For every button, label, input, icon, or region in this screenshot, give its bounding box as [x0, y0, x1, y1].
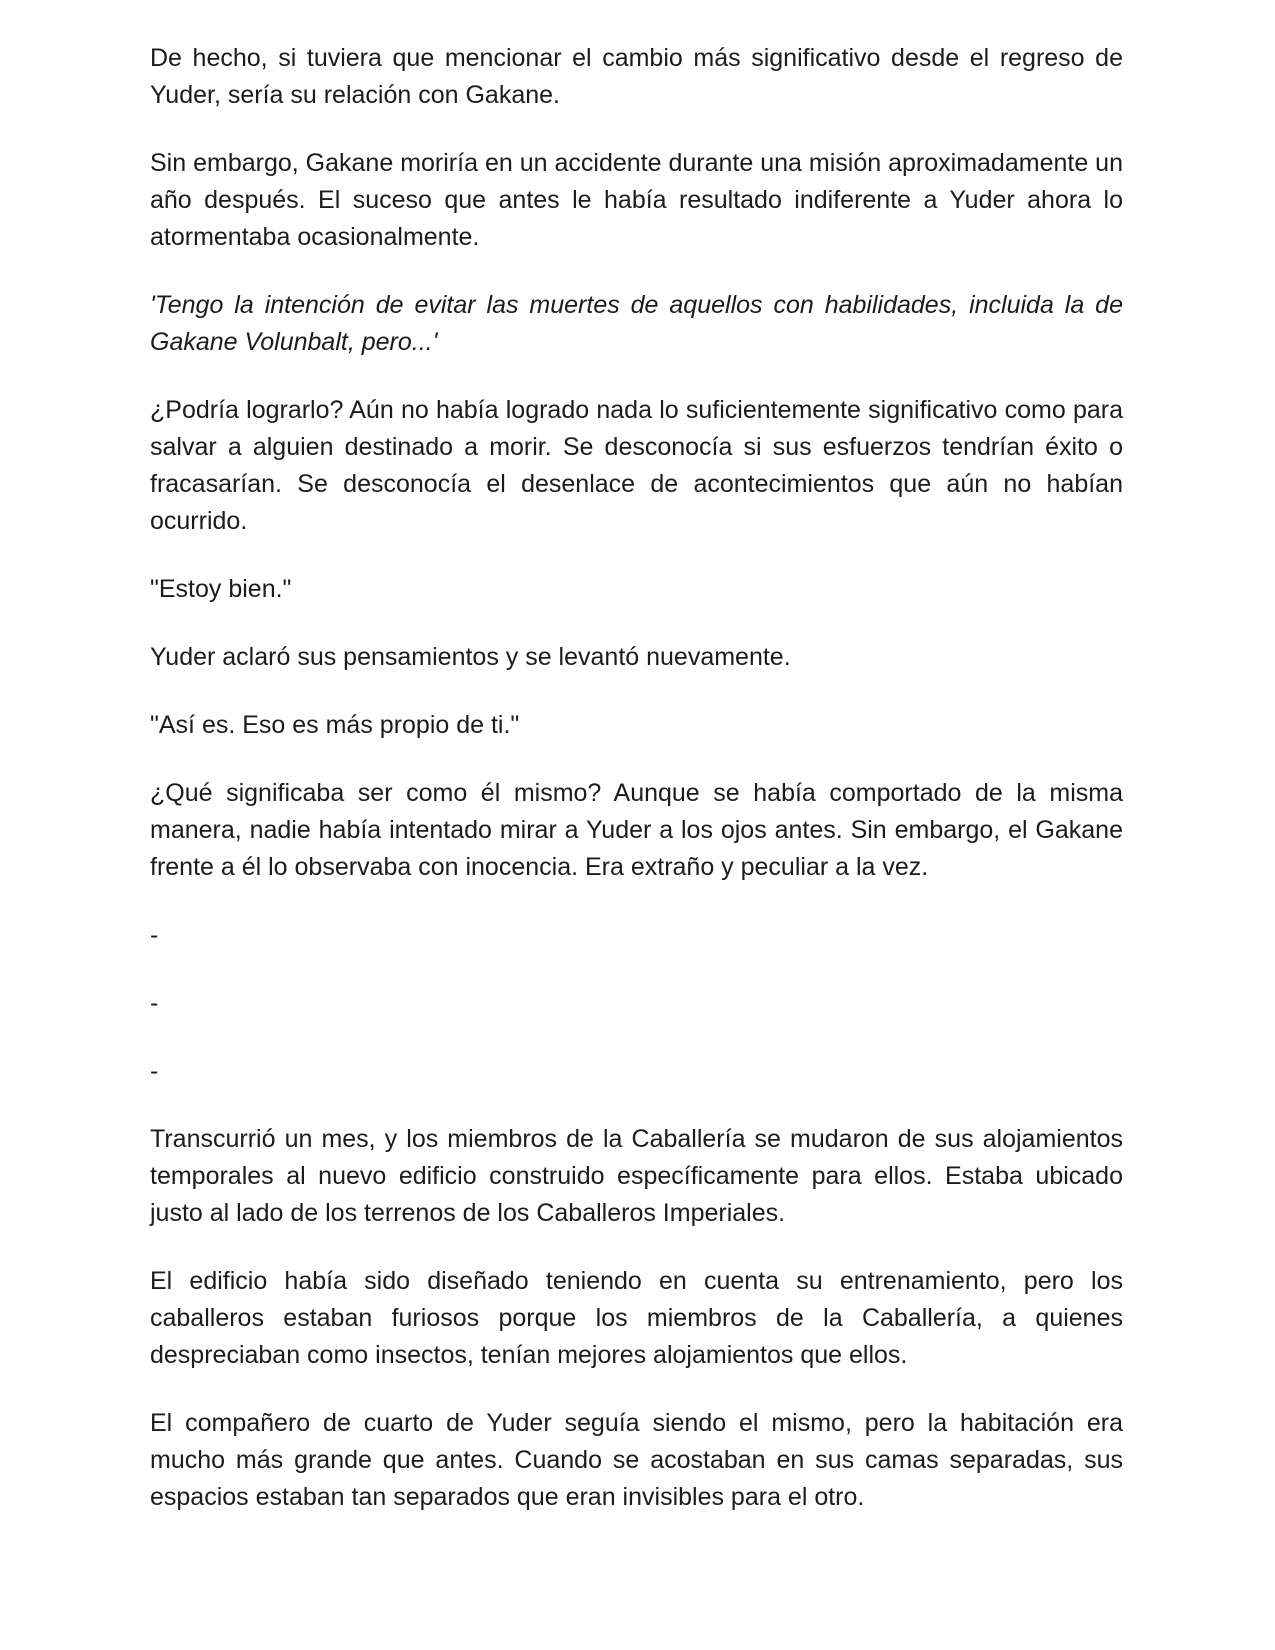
- paragraph: De hecho, si tuviera que mencionar el cambio más significativo desde el regreso de Yuder, sería su relación con Gakane.: [150, 44, 1123, 109]
- paragraph: El edificio había sido diseñado teniendo en cuenta su entrenamiento, pero los caballeros estaban furiosos porque los miembros de la Caballería, a quienes despreciaban como insectos, tenían mejores alojamientos que ellos.: [150, 1267, 1123, 1369]
- dialogue-paragraph: "Estoy bien.": [150, 575, 292, 603]
- paragraph: Transcurrió un mes, y los miembros de la Caballería se mudaron de sus alojamientos temporales al nuevo edificio construido específicamente para ellos. Estaba ubicado justo al lado de los terrenos de los Caballeros Imperiales.: [150, 1125, 1123, 1227]
- paragraph: Sin embargo, Gakane moriría en un accidente durante una misión aproximadamente un año después. El suceso que antes le había resultado indiferente a Yuder ahora lo atormentaba ocasionalmente.: [150, 149, 1123, 251]
- dialogue-paragraph: "Así es. Eso es más propio de ti.": [150, 711, 520, 739]
- scene-break-dash: -: [150, 1057, 159, 1085]
- paragraph: ¿Qué significaba ser como él mismo? Aunque se había comportado de la misma manera, nadie había intentado mirar a Yuder a los ojos antes. Sin embargo, el Gakane frente a él lo observaba con inocencia. Era extraño y peculiar a la vez.: [150, 779, 1123, 881]
- paragraph: Yuder aclaró sus pensamientos y se levantó nuevamente.: [150, 643, 791, 671]
- paragraph: ¿Podría lograrlo? Aún no había logrado nada lo suficientemente significativo como para salvar a alguien destinado a morir. Se desconocía si sus esfuerzos tendrían éxito o fracasarían. Se desconocía el desenlace de acontecimientos que aún no habían ocurrido.: [150, 396, 1123, 535]
- document-page: [150, 40, 1123, 1547]
- italic-thought-paragraph: 'Tengo la intención de evitar las muertes de aquellos con habilidades, incluida la de Gakane Volunbalt, pero...': [150, 291, 1123, 356]
- scene-break-dash: -: [150, 921, 159, 949]
- scene-break-dash: -: [150, 989, 159, 1017]
- paragraph: El compañero de cuarto de Yuder seguía siendo el mismo, pero la habitación era mucho más grande que antes. Cuando se acostaban en sus camas separadas, sus espacios estaban tan separados que eran invisibles para el otro.: [150, 1409, 1123, 1511]
